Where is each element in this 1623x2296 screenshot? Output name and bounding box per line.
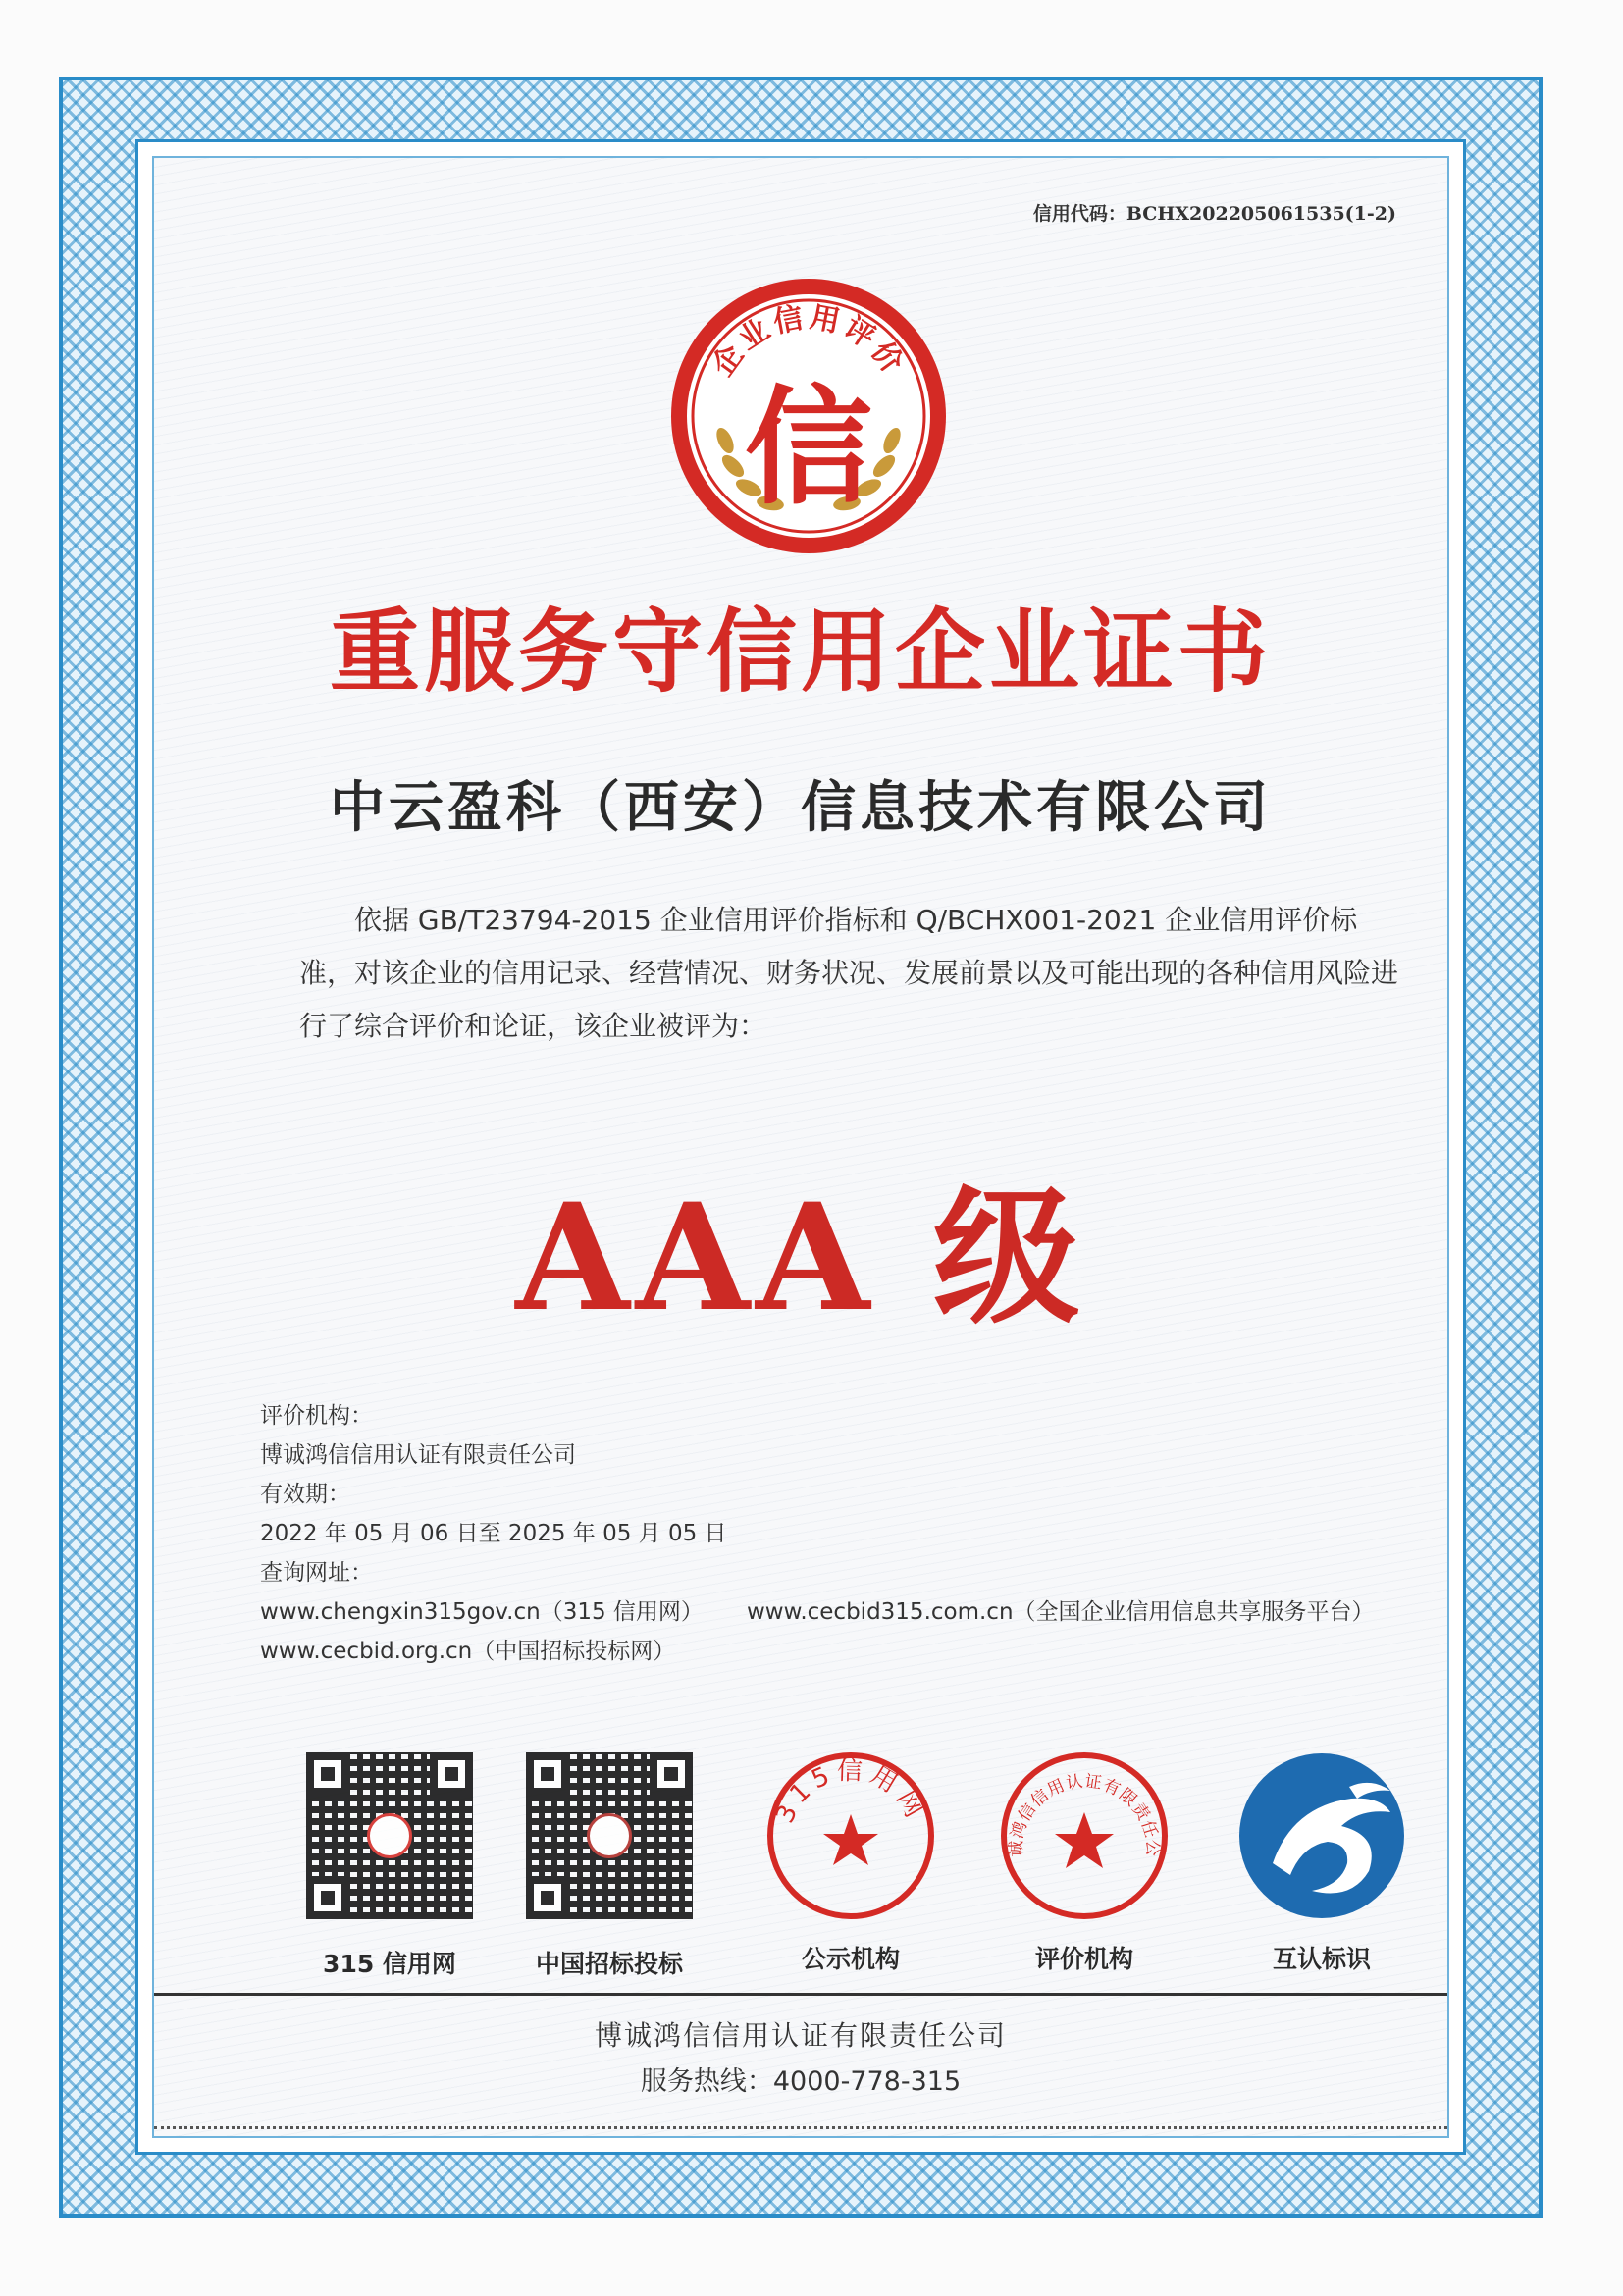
blue-logo-icon: [1233, 1748, 1410, 1924]
badge-caption: 315 信用网: [323, 1950, 456, 1978]
validity-value: 2022 年 05 月 06 日至 2025 年 05 月 05 日: [260, 1521, 727, 1546]
red-stamp-icon: [996, 1748, 1173, 1924]
certificate-title: 重服务守信用企业证书: [329, 600, 1272, 704]
link-cecbid315[interactable]: www.cecbid315.com.cn（全国企业信用信息共享服务平台）: [747, 1599, 1375, 1625]
badge-mutual-recognition: [1224, 1748, 1420, 1975]
badge-caption: 互认标识: [1272, 1945, 1371, 1973]
evaluation-statement: 依据 GB/T23794-2015 企业信用评价指标和 Q/BCHX001-2021 企业信用评价标准，对该企业的信用记录、经营情况、财务状况、发展前景以及可能出现的各种信用风险进行了综合评价和论证，该企业被评为：: [299, 904, 1399, 1042]
footer-dotted-line: [154, 2126, 1447, 2129]
credit-seal-icon: [666, 274, 951, 558]
badge-cecbid: [511, 1748, 707, 1980]
footer-divider: [154, 1993, 1447, 1996]
badge-row: [291, 1748, 1420, 1978]
badge-caption: 评价机构: [1034, 1945, 1133, 1973]
query-links-row: [260, 1592, 1375, 1632]
badge-315: [291, 1748, 488, 1980]
org-label: 评价机构：: [260, 1403, 373, 1429]
validity-label: 有效期：: [260, 1482, 350, 1507]
certificate-body: [152, 156, 1449, 2138]
red-stamp-icon: [762, 1748, 939, 1924]
seal-center-char: 信: [744, 373, 873, 522]
qr-code-icon[interactable]: [306, 1752, 473, 1919]
badge-caption: 公示机构: [801, 1945, 900, 1973]
certificate-info: [260, 1396, 1375, 1671]
seal-arc-text: 企业信用评价: [706, 299, 912, 383]
org-value: 博诚鸿信信用认证有限责任公司: [260, 1442, 576, 1468]
certificate-border: [59, 77, 1543, 2218]
qr-code-icon[interactable]: [526, 1752, 693, 1919]
badge-publicity: [753, 1748, 949, 1975]
svg-text:315信用网: 315信用网: [770, 1755, 932, 1828]
credit-grade: AAA 级: [515, 1172, 1086, 1344]
badge-evaluator: [986, 1748, 1182, 1975]
link-chengxin315[interactable]: www.chengxin315gov.cn（315 信用网）: [260, 1599, 704, 1625]
certificate-frame: [135, 139, 1466, 2155]
link-cecbid[interactable]: www.cecbid.org.cn（中国招标投标网）: [260, 1639, 676, 1664]
footer-hotline: 服务热线：4000-778-315: [640, 2066, 962, 2097]
company-name: 中云盈科（西安）信息技术有限公司: [330, 776, 1272, 840]
badge-caption: 中国招标投标: [535, 1950, 683, 1978]
svg-text:博诚鸿信信用认证有限责任公司: 诚鸿信信用认证有限责任公: [1006, 1771, 1163, 1858]
footer-organization: 博诚鸿信信用认证有限责任公司: [594, 2019, 1007, 2052]
credit-code: 信用代码：BCHX202205061535(1-2): [1032, 203, 1396, 225]
query-label: 查询网址：: [260, 1560, 373, 1586]
